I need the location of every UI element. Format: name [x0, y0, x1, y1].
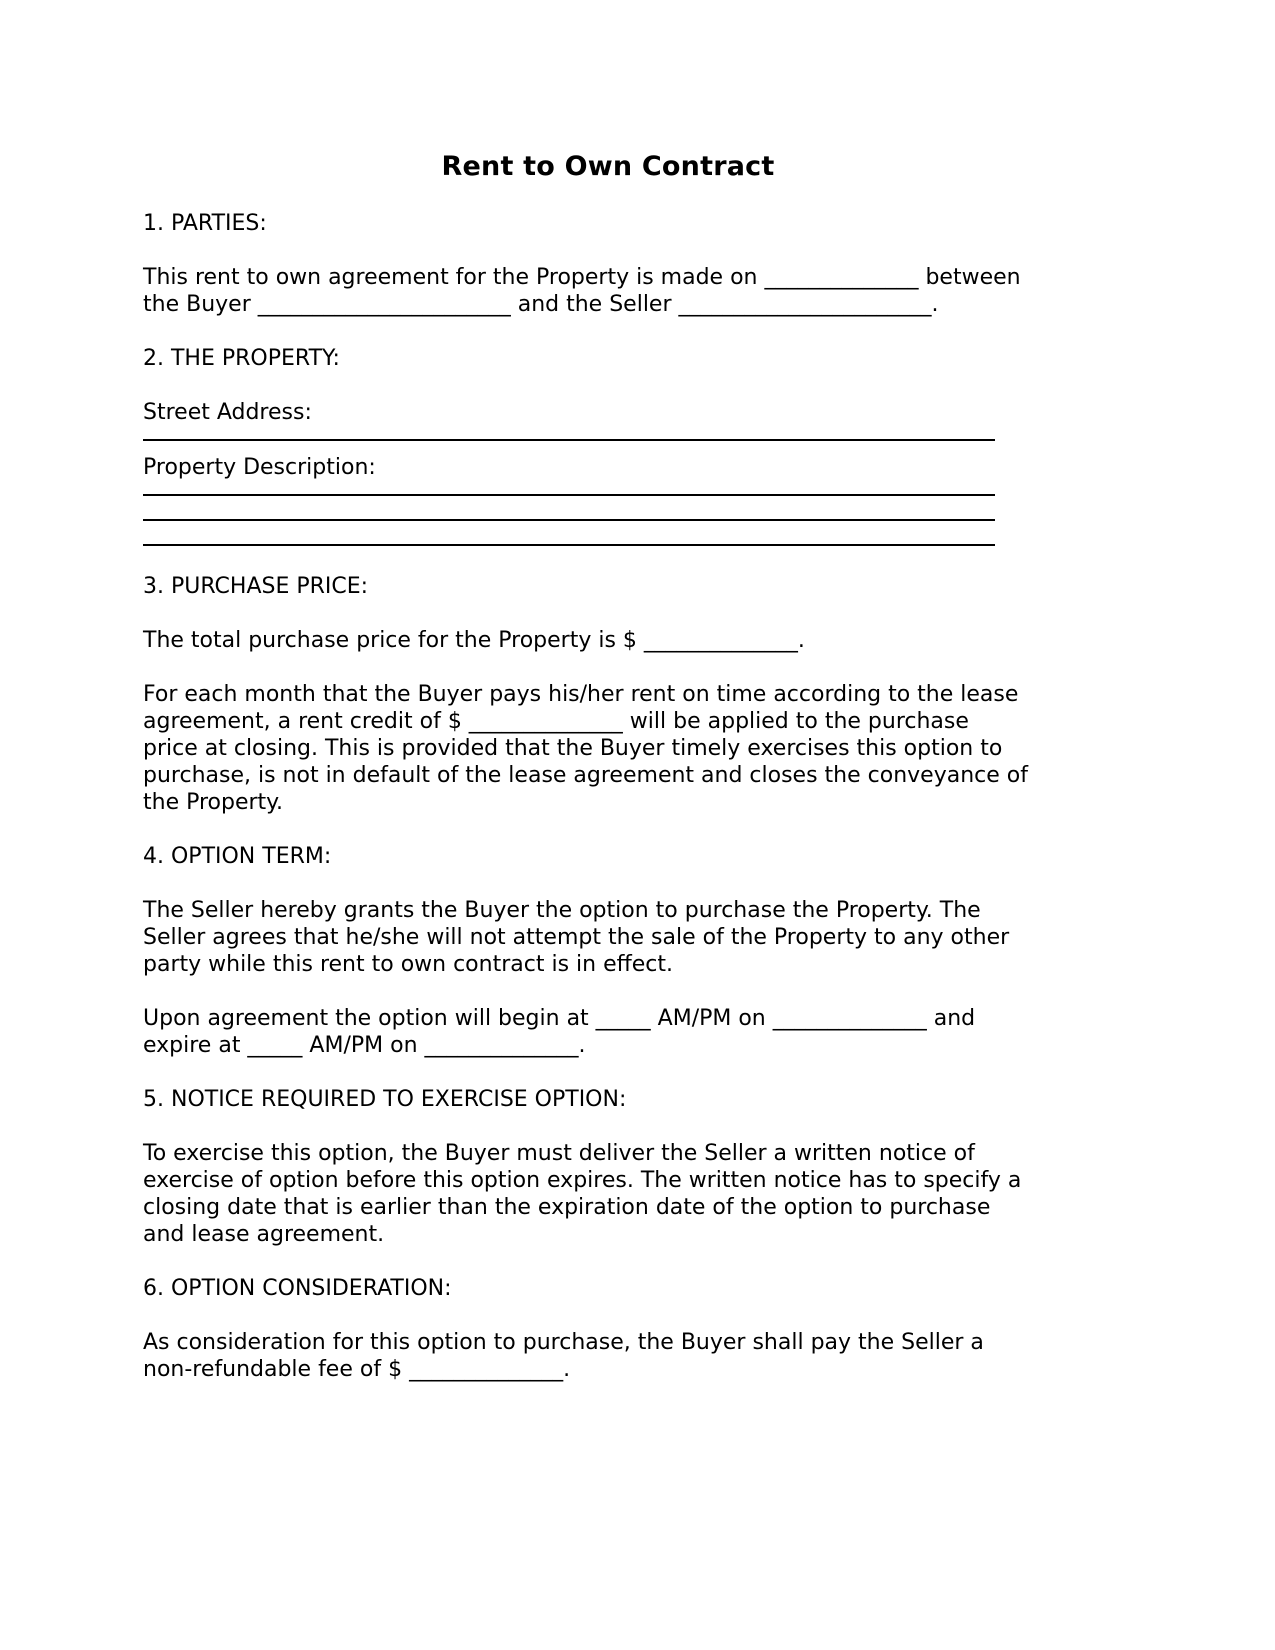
- section-heading-option-term: 4. OPTION TERM:: [143, 844, 332, 869]
- paragraph-line: agreement, a rent credit of $ ______________ will be applied to the purchase: [143, 709, 969, 734]
- spacer: [143, 1113, 1065, 1140]
- paragraph-line: For each month that the Buyer pays his/her rent on time according to the lease: [143, 682, 1019, 707]
- paragraph-line: The Seller hereby grants the Buyer the option to purchase the Property. The: [143, 898, 981, 923]
- paragraph-rent-credit: [143, 681, 1068, 816]
- spacer: [143, 372, 1065, 399]
- section-heading-parties: 1. PARTIES:: [143, 211, 267, 236]
- spacer: [143, 1059, 1065, 1086]
- paragraph-line: As consideration for this option to purchase, the Buyer shall pay the Seller a: [143, 1330, 984, 1355]
- spacer: [143, 870, 1065, 897]
- spacer: [143, 237, 1065, 264]
- property-description-fill-lines: [143, 494, 1065, 546]
- fill-in-rule[interactable]: [143, 519, 995, 521]
- paragraph-total-purchase-price: [143, 627, 1068, 654]
- spacer: [143, 1248, 1065, 1275]
- spacer: [143, 654, 1065, 681]
- section-heading-notice-required: 5. NOTICE REQUIRED TO EXERCISE OPTION:: [143, 1087, 627, 1112]
- label-property-description: [143, 454, 1068, 481]
- paragraph-line: price at closing. This is provided that the Buyer timely exercises this option to: [143, 736, 1003, 761]
- label-street-address: [143, 399, 1068, 426]
- paragraph-line: and lease agreement.: [143, 1222, 385, 1247]
- paragraph-parties: [143, 264, 1068, 318]
- paragraph-line: non-refundable fee of $ ______________.: [143, 1357, 571, 1382]
- spacer: [143, 481, 1065, 494]
- title-spacer: [143, 184, 1065, 210]
- paragraph-line: closing date that is earlier than the expiration date of the option to purchase: [143, 1195, 991, 1220]
- paragraph-line: Seller agrees that he/she will not attempt the sale of the Property to any other: [143, 925, 1010, 950]
- fill-in-rule[interactable]: [143, 494, 995, 496]
- section-heading-the-property: 2. THE PROPERTY:: [143, 346, 340, 371]
- spacer: [143, 546, 1065, 573]
- paragraph-line: expire at _____ AM/PM on ______________.: [143, 1033, 586, 1058]
- paragraph-line: Street Address:: [143, 400, 312, 425]
- paragraph-line: the Property.: [143, 790, 284, 815]
- paragraph-line: The total purchase price for the Property is $ ______________.: [143, 628, 805, 653]
- paragraph-line: Property Description:: [143, 455, 376, 480]
- paragraph-line: exercise of option before this option expires. The written notice has to specify a: [143, 1168, 1022, 1193]
- paragraph-notice-required: [143, 1140, 1068, 1248]
- paragraph-line: This rent to own agreement for the Property is made on ______________ between: [143, 265, 1021, 290]
- spacer: [143, 600, 1065, 627]
- paragraph-option-consideration: [143, 1329, 1068, 1383]
- spacer: [143, 1302, 1065, 1329]
- spacer: [143, 978, 1065, 1005]
- paragraph-line: party while this rent to own contract is in effect.: [143, 952, 674, 977]
- section-heading-option-consideration: 6. OPTION CONSIDERATION:: [143, 1276, 452, 1301]
- spacer: [143, 318, 1065, 345]
- section-heading-purchase-price: 3. PURCHASE PRICE:: [143, 574, 369, 599]
- paragraph-line: Upon agreement the option will begin at _____ AM/PM on ______________ and: [143, 1006, 976, 1031]
- spacer: [143, 426, 1065, 439]
- spacer: [143, 441, 1065, 454]
- paragraph-option-dates: [143, 1005, 1068, 1059]
- paragraph-line: purchase, is not in default of the lease agreement and closes the conveyance of: [143, 763, 1028, 788]
- paragraph-option-grant: [143, 897, 1068, 978]
- paragraph-line: To exercise this option, the Buyer must deliver the Seller a written notice of: [143, 1141, 975, 1166]
- page-title: Rent to Own Contract: [441, 151, 775, 182]
- paragraph-line: the Buyer _______________________ and the Seller _______________________.: [143, 292, 939, 317]
- spacer: [143, 816, 1065, 843]
